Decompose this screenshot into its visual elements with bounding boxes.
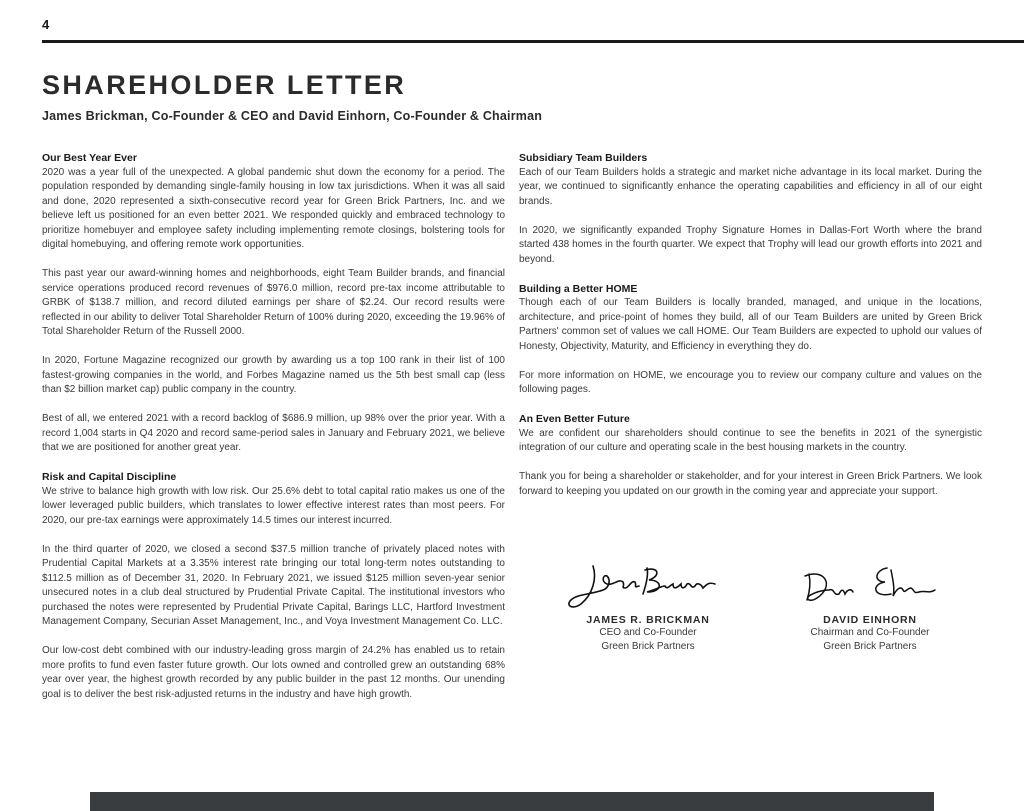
signature-company: Green Brick Partners — [601, 641, 695, 652]
signature-brickman-image — [563, 560, 733, 612]
signature-name: JAMES R. BRICKMAN — [586, 614, 710, 626]
paragraph: In 2020, we significantly expanded Trophy Signature Homes in Dallas-Fort Worth where the brand started 438 homes in the fourth quarter. We expect that Trophy will lead our growth efforts into 2021 and beyond. — [519, 224, 982, 265]
page-subtitle: James Brickman, Co-Founder & CEO and David Einhorn, Co-Founder & Chairman — [42, 109, 543, 123]
section-subsidiary — [519, 151, 982, 267]
paragraph: Each of our Team Builders holds a strategic and market niche advantage in its local market. During the year, we continued to significantly enhance the operating capabilities and efficiency in all of our eight brands. — [519, 166, 982, 207]
paragraph: This past year our award-winning homes and neighborhoods, eight Team Builder brands, and financial service operations produced record revenues of $976.0 million, record pre-tax income attributable to GRBK of $138.7 million, and record diluted earnings per share of $2.24. Our record results were reflected in our ability to deliver Total Shareholder Return of 100% during 2020, exceeding the 19.96% of Total Shareholder Return of the Russell 2000. — [42, 268, 505, 337]
paragraph: We strive to balance high growth with low risk. Our 25.6% debt to total capital ratio makes us one of the lower leveraged public builders, which translates to lower effective interest rates than most peers. For 2020, our pre-tax earnings were approximately 14.5 times our interest incurred. — [42, 485, 505, 526]
paragraph: In the third quarter of 2020, we closed a second $37.5 million tranche of privately placed notes with Prudential Capital Markets at a 3.35% interest rate bringing our total long-term notes outstanding to $112.5 million as of December 31, 2020. In February 2021, we issued $125 million seven-year senior unsecured notes in a club deal structured by Prudential Private Capital. The institutional investors who purchased the notes were represented by Prudential Private Capital, Barings LLC, Hartford Investment Management Company, Securian Asset Management, Inc., and Voya Investment Management Co. LLC. — [42, 543, 505, 627]
signature-einhorn-image — [795, 560, 945, 612]
signature-company: Green Brick Partners — [823, 641, 917, 652]
signature-title: CEO and Co-Founder — [599, 627, 697, 638]
signature-name: DAVID EINHORN — [823, 614, 917, 626]
section-heading: Our Best Year Ever — [42, 152, 137, 164]
page-title: SHAREHOLDER LETTER — [42, 70, 407, 100]
section-heading: Subsidiary Team Builders — [519, 152, 648, 164]
section-heading: An Even Better Future — [519, 413, 630, 425]
right-column — [519, 151, 982, 499]
page-number: 4 — [42, 17, 50, 32]
section-home — [519, 282, 982, 398]
section-heading: Risk and Capital Discipline — [42, 471, 177, 483]
paragraph: Best of all, we entered 2021 with a record backlog of $686.9 million, up 98% over the prior year. With a record 1,004 starts in Q4 2020 and record same-period sales in January and February 2021, we believe that we are positioned for another great year. — [42, 413, 505, 453]
header-rule — [42, 40, 1024, 43]
signature-block-brickman — [548, 560, 748, 654]
signature-title: Chairman and Co-Founder — [810, 627, 930, 638]
paragraph: In 2020, Fortune Magazine recognized our growth by awarding us a top 100 rank in their list of 100 fastest-growing companies in the world, and Forbes Magazine named us the 5th best small cap (less than $2 billion market cap) public company in the country. — [42, 355, 505, 395]
paragraph: We are confident our shareholders should continue to see the benefits in 2021 of the synergistic integration of our culture and operating scale in the best housing markets in the country. — [519, 427, 982, 453]
paragraph: Thank you for being a shareholder or stakeholder, and for your interest in Green Brick Partners. We look forward to keeping you updated on our growth in the coming year and appreciate your support. — [519, 471, 982, 497]
signature-block-einhorn — [790, 560, 950, 654]
footer-bar — [90, 792, 934, 811]
paragraph: For more information on HOME, we encourage you to review our company culture and values on the following pages. — [519, 369, 982, 395]
paragraph: Our low-cost debt combined with our industry-leading gross margin of 24.2% has enabled us to retain more profits to fund even faster future growth. Our lots owned and controlled grew an outstanding 68% year over year, the highest growth recorded by any public builder in the past 12 months. Our unending goal is to deliver the best risk-adjusted returns in the industry and have high growth. — [42, 645, 505, 700]
left-column — [42, 151, 505, 702]
section-future — [519, 412, 982, 499]
paragraph: 2020 was a year full of the unexpected. A global pandemic shut down the economy for a period. The population responded by demanding single-family housing in low tax jurisdictions. When it was all said and done, 2020 represented a sixth-consecutive record year for Green Brick Partners, Inc. and we believe left us positioned for an even better 2021. We responded quickly and embraced technology to prioritize homebuyer and employee safety including implementing remote closings, bolstering tools for digital homebuying, and offering remote work opportunities. — [42, 166, 505, 250]
section-heading: Building a Better HOME — [519, 282, 638, 295]
paragraph: Though each of our Team Builders is locally branded, managed, and unique in the locations, architecture, and price-point of homes they build, all of our Team Builders are united by Green Brick Partners' common set of values we call HOME. Our Team Builders are expected to uphold our values of Honesty, Objectivity, Maturity, and Efficiency in everything they do. — [519, 297, 982, 352]
section-risk — [42, 470, 505, 702]
section-best-year — [42, 151, 505, 456]
